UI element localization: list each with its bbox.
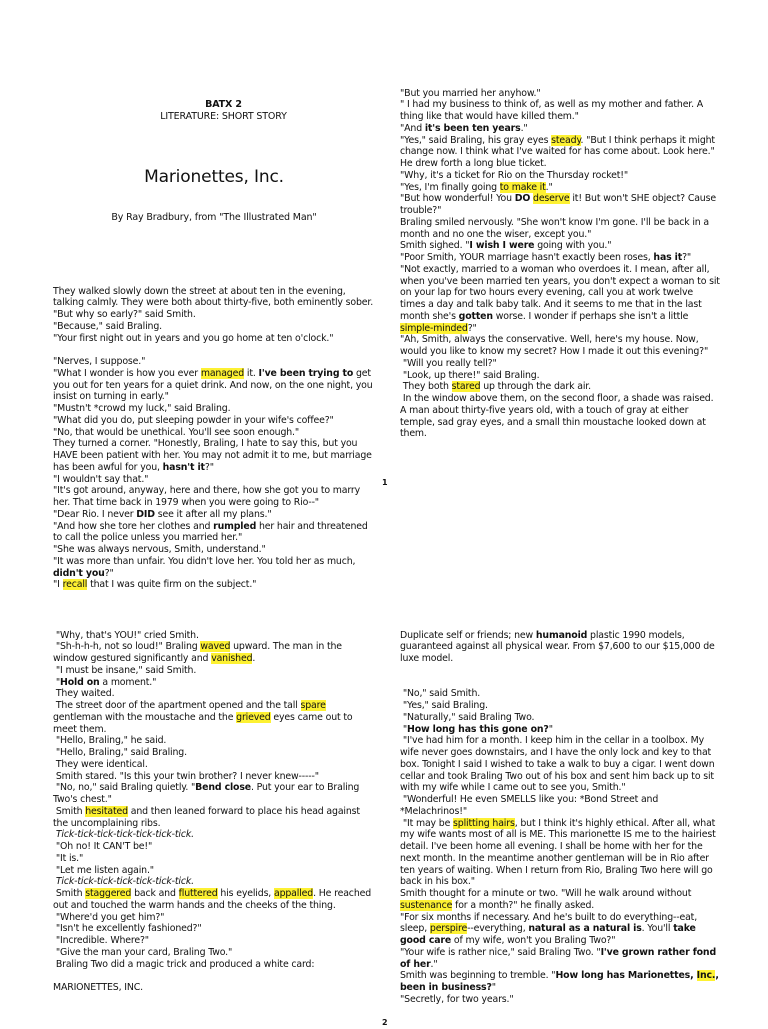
course-label: BATX 2 [205, 99, 242, 111]
page2-right-text [400, 630, 720, 1006]
text-run: "And [400, 122, 425, 134]
italic-text: Tick-tick-tick-tick-tick-tick-tick. [53, 876, 194, 888]
paragraph [400, 794, 720, 818]
page2-left-column [53, 606, 375, 1017]
paragraph [53, 427, 375, 439]
highlighted-word: hesitated [85, 805, 128, 817]
text-run: --everything, [467, 923, 529, 935]
paragraph [53, 579, 375, 591]
text-run: eyes came out to meet them. [53, 711, 356, 735]
text-run: "Your first night out in years and you go home at ten o'clock." [53, 332, 334, 344]
text-run: Smith [53, 888, 86, 899]
paragraph [400, 217, 720, 241]
text-run: Duplicate self or friends; new [400, 629, 536, 641]
italic-text: Tick-tick-tick-tick-tick-tick-tick. [53, 829, 194, 841]
text-run: "Incredible. Where?" [53, 935, 149, 946]
highlighted-word: vanished [211, 653, 253, 664]
text-run: "Dear Rio. I never [53, 508, 137, 520]
text-run: ." [520, 122, 528, 134]
text-run: "Poor Smith, YOUR marriage hasn't exactly been roses, [400, 252, 654, 263]
text-run: plastic 1990 models, guaranteed against all physical wear. From $7,600 to our $15,000 de luxe model. [400, 629, 718, 664]
paragraph [53, 415, 375, 427]
text-run: . Put your ear to Braling Two's chest." [53, 782, 363, 805]
highlighted-word: Inc. [696, 970, 716, 982]
text-run: "It may be [400, 817, 454, 829]
highlighted-word: stared [451, 381, 481, 393]
text-run: that I was quite firm on the subject." [87, 579, 257, 591]
paragraph [400, 123, 720, 135]
paragraph [53, 333, 375, 345]
paragraph [400, 700, 720, 712]
paragraph [53, 947, 375, 959]
paragraph [400, 712, 720, 724]
text-run: . He reached out and touched the warm hands and the cheeks of the thing. [53, 888, 374, 911]
text-run: "But you married her anyhow." [400, 87, 541, 99]
text-run: Smith thought for a minute or two. "Will he walk around without [400, 888, 695, 899]
paragraph [400, 735, 720, 794]
paragraph [53, 982, 375, 994]
paragraph [53, 923, 375, 935]
course-header [53, 88, 375, 135]
text-run: " [53, 676, 61, 688]
text-run: Smith [53, 805, 86, 817]
paragraph [53, 853, 375, 865]
paragraph [53, 829, 375, 841]
highlighted-word: grieved [236, 711, 271, 723]
paragraph [53, 321, 375, 333]
page-number-2: 2 [382, 1018, 388, 1027]
story-byline: By Ray Bradbury, from "The Illustrated Man" [111, 211, 317, 223]
text-run: Smith stared. "Is this your twin brother? I never knew-----" [53, 770, 319, 782]
paragraph [400, 724, 720, 736]
highlighted-word: recall [62, 579, 88, 591]
paragraph [53, 806, 375, 830]
text-run: "Nerves, I suppose." [53, 356, 146, 367]
text-run: "No, that would be unethical. You'll see soon enough." [53, 426, 300, 438]
paragraph [53, 912, 375, 924]
text-run: going with you." [534, 240, 612, 252]
text-run: ?" [682, 252, 692, 263]
highlighted-word: managed [200, 367, 245, 379]
text-run: "She was always nervous, Smith, understand." [53, 544, 266, 555]
highlighted-word: splitting hairs [453, 817, 515, 829]
text-run: "I wouldn't say that." [53, 473, 149, 485]
text-run: "Isn't he excellently fashioned?" [53, 923, 202, 935]
paragraph [53, 888, 375, 912]
paragraph [400, 252, 720, 264]
bold-text: humanoid [535, 629, 588, 641]
text-run: ?" [104, 567, 114, 579]
text-run: "Naturally," said Braling Two. [400, 711, 535, 723]
text-run: "Look, up there!" said Braling. [400, 369, 540, 381]
paragraph [53, 759, 375, 771]
paragraph [53, 630, 375, 642]
text-run: " [400, 723, 408, 735]
paragraph [53, 474, 375, 486]
text-run: Braling smiled nervously. "She won't know I'm gone. I'll be back in a month and no one the wiser, except you." [400, 216, 712, 240]
text-run: In the window above them, on the second floor, a shade was raised. A man about thirty-five years old, with a touch of gray at either temple, sad gray eyes, and a small thin moustache looked down at them. [400, 393, 717, 440]
paragraph [400, 358, 720, 370]
page2-right-column [400, 606, 720, 1029]
paragraph [53, 700, 375, 735]
paragraph [53, 356, 375, 368]
story-title: Marionettes, Inc. [144, 167, 284, 187]
paragraph [53, 556, 375, 580]
text-run: "Oh no! It CAN'T be!" [53, 841, 153, 852]
text-run: "Why, that's YOU!" cried Smith. [53, 629, 199, 641]
highlighted-word: waved [200, 641, 231, 653]
paragraph [53, 735, 375, 747]
paragraph-gap [400, 665, 720, 677]
text-run: "Not exactly, married to a woman who overdoes it. I mean, after all, when you've been married ten years, you don't expect a woman to sit on your lap for two hours every evening, call you at work twelve times a day and talk baby talk. And it seems to me that in the last month she's [400, 263, 723, 322]
paragraph [400, 688, 720, 700]
bold-text: Bend close [195, 782, 251, 794]
paragraph [53, 782, 375, 806]
paragraph [53, 403, 375, 415]
highlighted-word: steady [551, 134, 581, 146]
bold-text: has it [653, 252, 683, 263]
paragraph [53, 688, 375, 700]
course-subject: LITERATURE: SHORT STORY [160, 111, 287, 122]
text-run: "And how she tore her clothes and [53, 520, 214, 532]
text-run: of my wife, won't you Braling Two?" [451, 935, 616, 946]
bold-text: rumpled [213, 520, 257, 532]
text-run: "For six months if necessary. And he's built to do everything--eat, sleep, [400, 911, 700, 935]
paragraph [53, 438, 375, 473]
text-run: "Mustn't *crowd my luck," said Braling. [53, 403, 231, 414]
text-run: "Give the man your card, Braling Two." [53, 946, 233, 958]
highlighted-word: appalled [273, 888, 314, 899]
text-run: "Your wife is rather nice," said Braling Two. " [400, 946, 601, 958]
text-run: "It is." [53, 852, 84, 864]
text-run: They turned a corner. "Honestly, Braling, I hate to say this, but you HAVE been patient with her. You may not admit it to me, but marriage has been awful for you, [53, 438, 375, 473]
bold-text: hasn't it [162, 461, 205, 473]
paragraph [400, 334, 720, 358]
text-run: "Wonderful! He even SMELLS like you: *Bond Street and *Melachrinos!" [400, 794, 661, 817]
bold-text: , been in business? [400, 970, 722, 993]
text-run: "What did you do, put sleeping powder in your wife's coffee?" [53, 414, 334, 426]
highlighted-word: spare [300, 700, 326, 711]
text-run: it. [244, 367, 259, 379]
text-run: his eyelids, [217, 888, 274, 899]
paragraph-gap [53, 344, 375, 356]
bold-text: I've been trying to [258, 367, 354, 379]
text-run: up through the dark air. [480, 381, 591, 393]
text-run: "I've had him for a month. I keep him in the cellar in a toolbox. My wife never goes downstairs, and I have the only lock and key to that box. Tonight I said I wished to take a walk to buy a cigar. I went down cellar and took Braling Two out of his box and sent him back up to sit with my wife while I came out to see you, Smith." [400, 735, 718, 794]
text-run: MARIONETTES, INC. [53, 982, 143, 993]
text-run: back and [131, 888, 179, 899]
highlighted-word: sustenance [400, 899, 453, 911]
highlighted-word: perspire [429, 923, 468, 935]
bold-text: How long has this gone on? [407, 723, 549, 735]
highlighted-word: simple-minded [400, 322, 468, 334]
text-run: "Will you really tell?" [400, 357, 497, 369]
text-run: "Where'd you get him?" [53, 911, 165, 923]
text-run: "I must be insane," said Smith. [53, 664, 197, 676]
page1-left-column [53, 64, 375, 615]
paragraph [53, 959, 375, 971]
paragraph [53, 509, 375, 521]
paragraph [53, 876, 375, 888]
bold-text: gotten [458, 310, 493, 322]
text-run: "What I wonder is how you ever [53, 367, 201, 379]
text-run: "No," said Smith. [400, 688, 481, 700]
text-run: Smith sighed. " [400, 240, 470, 252]
text-run: a moment." [99, 676, 157, 688]
bold-text: DID [136, 508, 155, 520]
text-run: gentleman with the moustache and the [53, 700, 329, 723]
paragraph-gap [53, 970, 375, 982]
paragraph [53, 935, 375, 947]
paragraph [53, 841, 375, 853]
bold-text: How long has Marionettes, [555, 970, 697, 982]
paragraph [400, 912, 720, 947]
text-run: They were identical. [53, 758, 148, 770]
text-run: . "But I think perhaps it might change now. I think what I've waited for has come about. Look here." [400, 134, 718, 158]
bold-text: I've grown rather fond of her [400, 946, 720, 970]
text-run: The street door of the apartment opened and the tall [53, 700, 301, 711]
text-run: " I had my business to think of, as well as my mother and father. A thing like that would have killed them." [400, 99, 706, 122]
paragraph [400, 158, 720, 170]
text-run: ?" [467, 322, 477, 334]
bold-text: didn't you [53, 567, 105, 579]
text-run: "But why so early?" said Smith. [53, 309, 196, 320]
paragraph [400, 240, 720, 252]
paragraph [53, 665, 375, 677]
paragraph [400, 630, 720, 665]
text-run: "Sh-h-h-h, not so loud!" Braling [53, 641, 201, 653]
paragraph [53, 544, 375, 556]
paragraph [53, 677, 375, 689]
text-run: "Why, it's a ticket for Rio on the Thursday rocket!" [400, 169, 629, 181]
paragraph [53, 368, 375, 403]
text-run: worse. I wonder if perhaps she isn't a little [492, 310, 692, 322]
text-run: see it after all my plans." [154, 508, 272, 520]
paragraph [53, 771, 375, 783]
highlighted-word: fluttered [178, 888, 218, 899]
paragraph [53, 309, 375, 321]
paragraph [400, 263, 723, 335]
paragraph [53, 747, 375, 759]
highlighted-word: staggered [85, 888, 132, 899]
paragraph [400, 888, 720, 912]
paragraph [400, 182, 720, 194]
text-run: and then leaned forward to place his head against the uncomplaining ribs. [53, 805, 363, 829]
text-run: get you out for ten years for a quiet drink. And now, on the one night, you insist on turning in early." [53, 367, 376, 403]
text-run: . [252, 653, 256, 664]
text-run: "Because," said Braling. [53, 320, 162, 332]
paragraph [400, 135, 720, 159]
text-run: "But how wonderful! You [400, 193, 515, 205]
highlighted-word: to make it [499, 181, 546, 193]
paragraph [400, 193, 720, 217]
text-run: for a month?" he finally asked. [452, 899, 595, 911]
text-run: "It was more than unfair. You didn't love her. You told her as much, [53, 555, 359, 567]
text-run: "Yes, I'm finally going [400, 181, 500, 193]
text-run: " [491, 982, 496, 993]
paragraph [400, 994, 720, 1006]
paragraph [53, 485, 375, 509]
text-run: "Hello, Braling," he said. [53, 735, 167, 747]
text-run: ." [545, 181, 553, 193]
text-run: Braling Two did a magic trick and produced a white card: [53, 958, 315, 970]
text-run: "Yes," said Braling, his gray eyes [400, 134, 552, 146]
highlighted-word: deserve [533, 193, 570, 205]
paragraph [400, 393, 720, 440]
text-run: "Let me listen again." [53, 864, 154, 876]
bold-text: it's been ten years [424, 122, 521, 134]
paragraph [400, 99, 720, 123]
paragraph [400, 818, 720, 889]
text-run: "I [53, 579, 63, 591]
paragraph [400, 370, 720, 382]
page1-right-text [400, 87, 723, 441]
text-run: it! But won't SHE object? Cause trouble?" [400, 193, 719, 216]
paragraph-gap [400, 677, 720, 689]
bold-text: take good care [400, 923, 699, 946]
text-run: "Hello, Braling," said Braling. [53, 747, 187, 758]
bold-text: natural as a natural is [528, 923, 642, 935]
text-run: "Secretly, for two years." [400, 993, 514, 1005]
text-run: "No, no," said Braling quietly. " [53, 782, 196, 794]
paragraph [53, 641, 375, 665]
page1-left-text [53, 286, 375, 592]
bold-text: I wish I were [469, 240, 535, 252]
text-run: , but I think it's highly ethical. After all, what my wife wants most of all is ME. This marionette IS me to the hairiest detail. I've been home all evening. I shall be home with her for the next month. In the meantime another gentleman will be in Rio after ten years of waiting. When I return from Rio, Braling Two here will go back in his box." [400, 817, 719, 888]
bold-text: Hold on [60, 676, 100, 688]
text-run: "It's got around, anyway, here and there, how she got you to marry her. That time back in 1979 when you were going to Rio--" [53, 485, 363, 508]
paragraph [400, 170, 720, 182]
text-run: ?" [204, 461, 214, 473]
text-run: Smith was beginning to tremble. " [400, 970, 556, 982]
text-run: They walked slowly down the street at about ten in the evening, talking calmly. They were both about thirty-five, both eminently sober. [53, 285, 374, 309]
paragraph [400, 970, 720, 994]
text-run: her hair and threatened to call the police unless you married her." [53, 520, 371, 544]
paragraph [400, 947, 720, 971]
text-run: He drew forth a long blue ticket. [400, 158, 547, 169]
paragraph [53, 865, 375, 877]
page1-right-column [400, 64, 723, 464]
page-number-1: 1 [382, 478, 388, 487]
text-run: They waited. [53, 688, 115, 700]
text-run: "Yes," said Braling. [400, 700, 488, 711]
text-run: upward. The man in the window gestured significantly and [53, 641, 345, 664]
text-run: " [548, 723, 553, 735]
text-run: They both [400, 381, 452, 393]
paragraph [400, 88, 720, 100]
paragraph [53, 286, 375, 310]
page2-left-text [53, 630, 375, 994]
paragraph [400, 381, 720, 393]
text-run: "Ah, Smith, always the conservative. Well, here's my house. Now, would you like to know my secret? How I made it out this evening?" [400, 334, 709, 357]
text-run: . You'll [641, 923, 674, 935]
bold-text: DO [514, 193, 531, 205]
paragraph [53, 521, 375, 545]
text-run: ." [430, 958, 438, 970]
